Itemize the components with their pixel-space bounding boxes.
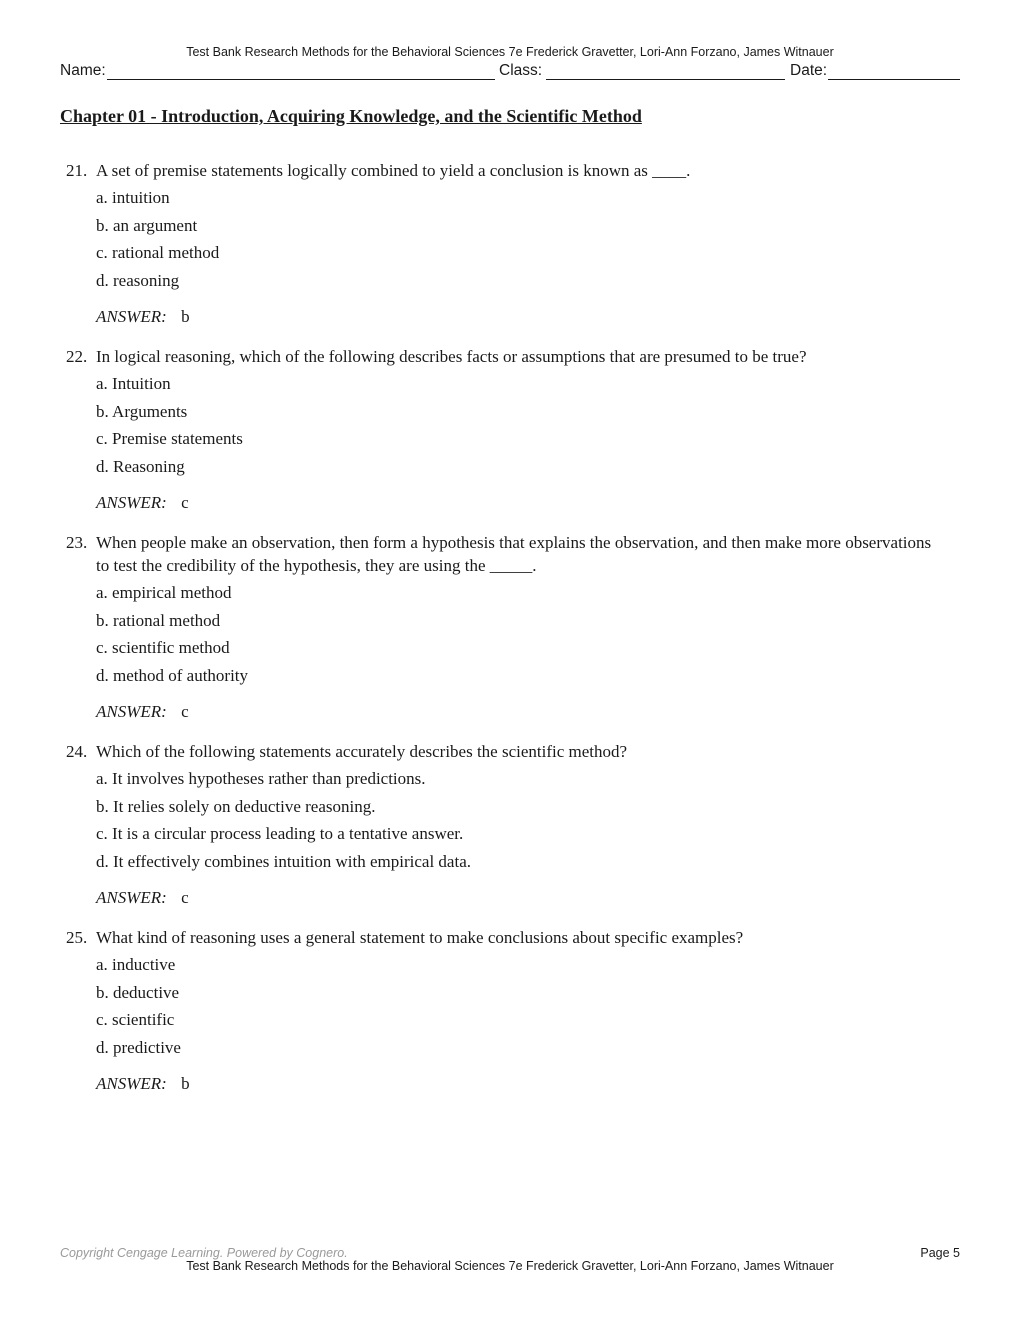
answer-options	[96, 184, 946, 294]
answer-label: ANSWER:	[96, 888, 167, 907]
answer-label: ANSWER:	[96, 493, 167, 512]
question-stem: In logical reasoning, which of the following describes facts or assumptions that are presumed to be true?	[96, 347, 807, 366]
answer-value: c	[181, 702, 189, 721]
option-c: c. Premise statements	[96, 429, 243, 448]
running-header-title: Test Bank Research Methods for the Behavioral Sciences 7e Frederick Gravetter, Lori-Ann Forzano, James Witnauer	[186, 45, 834, 59]
option-d: d. predictive	[96, 1037, 181, 1057]
option-a: a. intuition	[96, 188, 170, 207]
chapter-title: Chapter 01 - Introduction, Acquiring Knowledge, and the Scientific Method	[60, 106, 642, 126]
date-blank	[828, 79, 960, 80]
question-number: 21.	[66, 161, 88, 180]
question-stem: A set of premise statements logically combined to yield a conclusion is known as ____.	[96, 161, 691, 180]
question-number: 24.	[66, 742, 88, 761]
answer-value: b	[181, 1074, 190, 1093]
question-24	[66, 740, 946, 909]
question-22	[66, 345, 946, 514]
footer-running-title: Test Bank Research Methods for the Behavioral Sciences 7e Frederick Gravetter, Lori-Ann Forzano, James Witnauer	[186, 1259, 834, 1273]
student-info-line	[60, 61, 960, 81]
option-b: b. Arguments	[96, 401, 188, 421]
option-a: a. It involves hypotheses rather than predictions.	[96, 769, 426, 788]
question-stem: Which of the following statements accurately describes the scientific method?	[96, 742, 628, 761]
option-c: c. scientific method	[96, 638, 230, 657]
answer-label: ANSWER:	[96, 307, 167, 326]
question-21	[66, 159, 946, 328]
class-blank	[546, 79, 785, 80]
option-a: a. inductive	[96, 955, 176, 974]
option-c: c. rational method	[96, 243, 220, 262]
answer-line	[96, 700, 946, 723]
question-number: 23.	[66, 533, 88, 552]
question-23	[66, 531, 946, 723]
date-label: Date:	[790, 62, 828, 79]
option-d: d. method of authority	[96, 665, 249, 685]
answer-line	[96, 886, 946, 909]
class-label: Class:	[499, 62, 543, 79]
answer-value: c	[181, 888, 189, 907]
answer-options	[96, 951, 946, 1061]
option-d: d. Reasoning	[96, 456, 185, 476]
question-number: 25.	[66, 928, 88, 947]
option-a: a. empirical method	[96, 583, 232, 602]
answer-options	[96, 579, 946, 689]
option-b: b. deductive	[96, 982, 180, 1002]
question-stem: When people make an observation, then form a hypothesis that explains the observation, and then make more observations to test the credibility of the hypothesis, they are using the _____.	[96, 533, 932, 575]
answer-value: b	[181, 307, 190, 326]
option-b: b. an argument	[96, 215, 198, 235]
option-c: c. It is a circular process leading to a tentative answer.	[96, 824, 464, 843]
answer-label: ANSWER:	[96, 702, 167, 721]
page-number: Page 5	[920, 1246, 960, 1260]
option-c: c. scientific	[96, 1010, 175, 1029]
option-a: a. Intuition	[96, 374, 171, 393]
answer-line	[96, 491, 946, 514]
option-b: b. It relies solely on deductive reasoning.	[96, 796, 376, 816]
option-b: b. rational method	[96, 610, 221, 630]
name-blank	[107, 79, 495, 80]
question-25	[66, 926, 946, 1095]
name-label: Name:	[60, 62, 106, 79]
option-d: d. reasoning	[96, 270, 180, 290]
answer-line	[96, 305, 946, 328]
footer-copyright: Copyright Cengage Learning. Powered by Cognero.	[60, 1246, 348, 1260]
answer-label: ANSWER:	[96, 1074, 167, 1093]
answer-value: c	[181, 493, 189, 512]
question-number: 22.	[66, 347, 88, 366]
answer-options	[96, 370, 946, 480]
question-stem: What kind of reasoning uses a general statement to make conclusions about specific examples?	[96, 928, 744, 947]
answer-options	[96, 765, 946, 875]
answer-line	[96, 1072, 946, 1095]
option-d: d. It effectively combines intuition with empirical data.	[96, 851, 471, 871]
